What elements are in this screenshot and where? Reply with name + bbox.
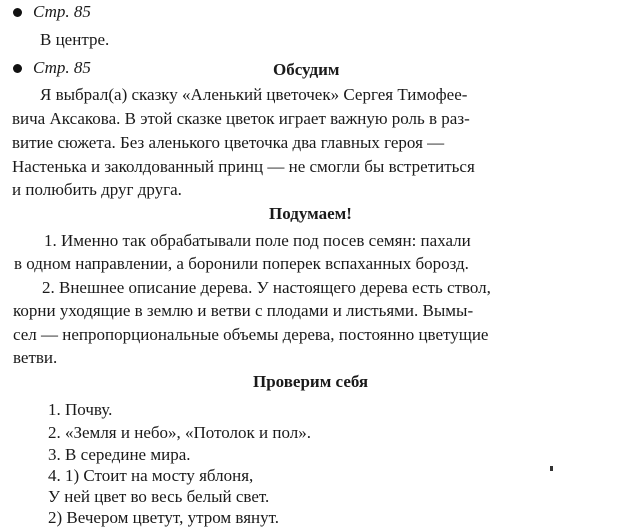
paragraph-line: и полюбить друг друга. <box>12 180 182 199</box>
page-reference-1: Стр. 85 <box>33 2 91 21</box>
paragraph-line: Настенька и заколдованный принц — не смогли бы встретиться <box>12 157 475 176</box>
paragraph-line: витие сюжета. Без аленького цветочка два главных героя — <box>12 133 445 152</box>
list-item: корни уходящие в землю и ветви с плодами и листьями. Вымы- <box>13 301 474 320</box>
print-speck <box>550 466 553 471</box>
bullet-icon <box>13 64 22 73</box>
list-item: У ней цвет во весь белый свет. <box>48 487 270 506</box>
answer-text: В центре. <box>40 30 110 49</box>
list-item: 1. Именно так обрабатывали поле под посев семян: пахали <box>44 231 471 250</box>
list-item: 1. Почву. <box>48 400 113 419</box>
list-item: 3. В середине мира. <box>48 445 191 464</box>
list-item: сел — непропорциональные объемы дерева, постоянно цветущие <box>13 325 489 344</box>
bullet-icon <box>13 8 22 17</box>
list-item: 4. 1) Стоит на мосту яблоня, <box>48 466 254 485</box>
list-item: ветви. <box>13 348 58 367</box>
page-reference-2: Стр. 85 <box>33 58 91 77</box>
section-heading-think: Подумаем! <box>269 204 352 223</box>
list-item: 2. Внешнее описание дерева. У настоящего дерева есть ствол, <box>42 278 491 297</box>
paragraph-line: Я выбрал(а) сказку «Аленький цветочек» Сергея Тимофее- <box>40 85 468 104</box>
section-heading-discuss: Обсудим <box>273 60 340 79</box>
list-item: 2) Вечером цветут, утром вянут. <box>48 508 280 527</box>
list-item: 2. «Земля и небо», «Потолок и пол». <box>48 423 311 442</box>
section-heading-check: Проверим себя <box>253 372 369 391</box>
paragraph-line: вича Аксакова. В этой сказке цветок играет важную роль в раз- <box>12 109 470 128</box>
list-item: в одном направлении, а боронили поперек вспаханных борозд. <box>14 254 469 273</box>
